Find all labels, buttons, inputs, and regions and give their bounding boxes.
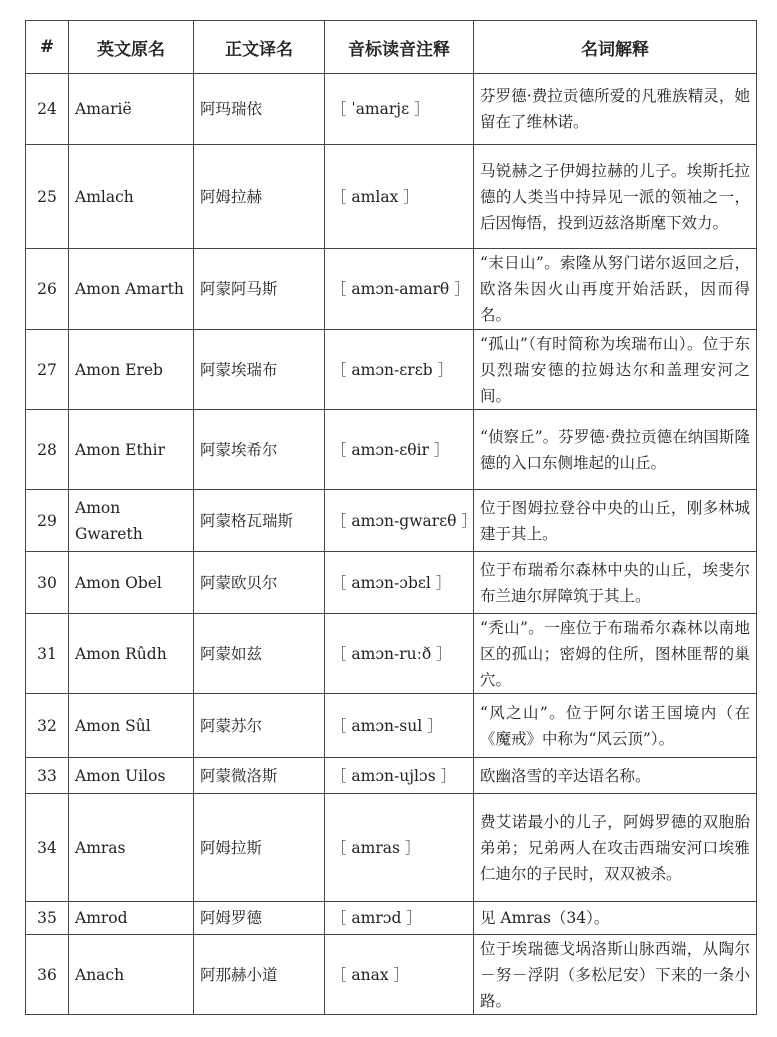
entry-definition: “侦察丘”。芬罗德·费拉贡德在纳国斯隆德的入口东侧堆起的山丘。 xyxy=(474,410,757,490)
entry-num: 33 xyxy=(26,758,69,794)
table-row xyxy=(26,74,757,145)
entry-translation: 阿那赫小道 xyxy=(194,935,325,1015)
header-translation: 正文译名 xyxy=(194,21,325,74)
entry-english: Amon Gwareth xyxy=(69,490,194,552)
entry-translation: 阿姆拉赫 xyxy=(194,145,325,249)
table-row xyxy=(26,249,757,330)
entry-num: 36 xyxy=(26,935,69,1015)
entry-definition: 费艾诺最小的儿子，阿姆罗德的双胞胎弟弟；兄弟两人在攻击西瑞安河口埃雅仁迪尔的子民时，双双被杀。 xyxy=(474,794,757,902)
entry-num: 27 xyxy=(26,330,69,410)
entry-english: Amon Ereb xyxy=(69,330,194,410)
entry-phonetic: ［ amɔn-ujlɔs ］ xyxy=(325,758,474,794)
entry-english: Amon Sûl xyxy=(69,694,194,758)
table-row xyxy=(26,614,757,694)
entry-phonetic: ［ ˈamarjɛ ］ xyxy=(325,74,474,145)
entry-phonetic: ［ amɔn-sul ］ xyxy=(325,694,474,758)
entry-translation: 阿蒙阿马斯 xyxy=(194,249,325,330)
header-english: 英文原名 xyxy=(69,21,194,74)
entry-num: 26 xyxy=(26,249,69,330)
table-row xyxy=(26,794,757,902)
entry-definition: “风之山”。位于阿尔诺王国境内（在《魔戒》中称为“风云顶”）。 xyxy=(474,694,757,758)
entry-num: 34 xyxy=(26,794,69,902)
entry-translation: 阿蒙埃希尔 xyxy=(194,410,325,490)
entry-definition: “秃山”。一座位于布瑞希尔森林以南地区的孤山；密姆的住所，图林匪帮的巢穴。 xyxy=(474,614,757,694)
entry-num: 24 xyxy=(26,74,69,145)
table-row xyxy=(26,694,757,758)
table-row xyxy=(26,490,757,552)
entry-num: 32 xyxy=(26,694,69,758)
table-row xyxy=(26,145,757,249)
entry-definition: 芬罗德·费拉贡德所爱的凡雅族精灵，她留在了维林诺。 xyxy=(474,74,757,145)
entry-num: 25 xyxy=(26,145,69,249)
entry-english: Amon Uilos xyxy=(69,758,194,794)
entry-phonetic: ［ amlax ］ xyxy=(325,145,474,249)
entry-english: Amon Rûdh xyxy=(69,614,194,694)
entry-phonetic: ［ amrɔd ］ xyxy=(325,902,474,935)
entry-english: Amlach xyxy=(69,145,194,249)
entry-english: Amras xyxy=(69,794,194,902)
entry-phonetic: ［ amɔn-ɛθir ］ xyxy=(325,410,474,490)
entry-definition: 欧幽洛雪的辛达语名称。 xyxy=(474,758,757,794)
entry-definition: 见 Amras（34）。 xyxy=(474,902,757,935)
entry-translation: 阿蒙苏尔 xyxy=(194,694,325,758)
entry-translation: 阿玛瑞依 xyxy=(194,74,325,145)
entry-definition: “孤山”（有时简称为埃瑞布山）。位于东贝烈瑞安德的拉姆达尔和盖理安河之间。 xyxy=(474,330,757,410)
header-definition: 名词解释 xyxy=(474,21,757,74)
entry-translation: 阿姆罗德 xyxy=(194,902,325,935)
entry-num: 31 xyxy=(26,614,69,694)
entry-english: Anach xyxy=(69,935,194,1015)
entry-phonetic: ［ amɔn-ruːð ］ xyxy=(325,614,474,694)
entry-phonetic: ［ amɔn-gwarɛθ ］ xyxy=(325,490,474,552)
header-phonetic: 音标读音注释 xyxy=(325,21,474,74)
entry-english: Amon Obel xyxy=(69,552,194,614)
entry-phonetic: ［ amɔn-ɛrɛb ］ xyxy=(325,330,474,410)
entry-definition: “末日山”。索隆从努门诺尔返回之后，欧洛朱因火山再度开始活跃，因而得名。 xyxy=(474,249,757,330)
entry-translation: 阿蒙埃瑞布 xyxy=(194,330,325,410)
entry-english: Amon Ethir xyxy=(69,410,194,490)
entry-translation: 阿姆拉斯 xyxy=(194,794,325,902)
entry-num: 35 xyxy=(26,902,69,935)
entry-translation: 阿蒙格瓦瑞斯 xyxy=(194,490,325,552)
entry-definition: 位于埃瑞德戈埚洛斯山脉西端，从陶尔－努－浮阴（多松尼安）下来的一条小路。 xyxy=(474,935,757,1015)
entry-phonetic: ［ amɔn-ɔbɛl ］ xyxy=(325,552,474,614)
entry-english: Amariё xyxy=(69,74,194,145)
entry-phonetic: ［ amɔn-amarθ ］ xyxy=(325,249,474,330)
entry-translation: 阿蒙欧贝尔 xyxy=(194,552,325,614)
glossary-table xyxy=(25,20,757,1015)
table-row xyxy=(26,758,757,794)
header-num: # xyxy=(26,21,69,74)
entry-translation: 阿蒙微洛斯 xyxy=(194,758,325,794)
table-row xyxy=(26,410,757,490)
entry-english: Amrod xyxy=(69,902,194,935)
entry-definition: 位于布瑞希尔森林中央的山丘，埃斐尔布兰迪尔屏障筑于其上。 xyxy=(474,552,757,614)
entry-num: 30 xyxy=(26,552,69,614)
table-row xyxy=(26,552,757,614)
entry-num: 29 xyxy=(26,490,69,552)
header-row xyxy=(26,21,757,74)
entry-definition: 位于图姆拉登谷中央的山丘，刚多林城建于其上。 xyxy=(474,490,757,552)
entry-num: 28 xyxy=(26,410,69,490)
entry-phonetic: ［ anax ］ xyxy=(325,935,474,1015)
table-row xyxy=(26,902,757,935)
entry-translation: 阿蒙如兹 xyxy=(194,614,325,694)
table-row xyxy=(26,330,757,410)
table-row xyxy=(26,935,757,1015)
entry-english: Amon Amarth xyxy=(69,249,194,330)
entry-definition: 马锐赫之子伊姆拉赫的儿子。埃斯托拉德的人类当中持异见一派的领袖之一，后因悔悟，投到迈兹洛斯麾下效力。 xyxy=(474,145,757,249)
entry-phonetic: ［ amras ］ xyxy=(325,794,474,902)
